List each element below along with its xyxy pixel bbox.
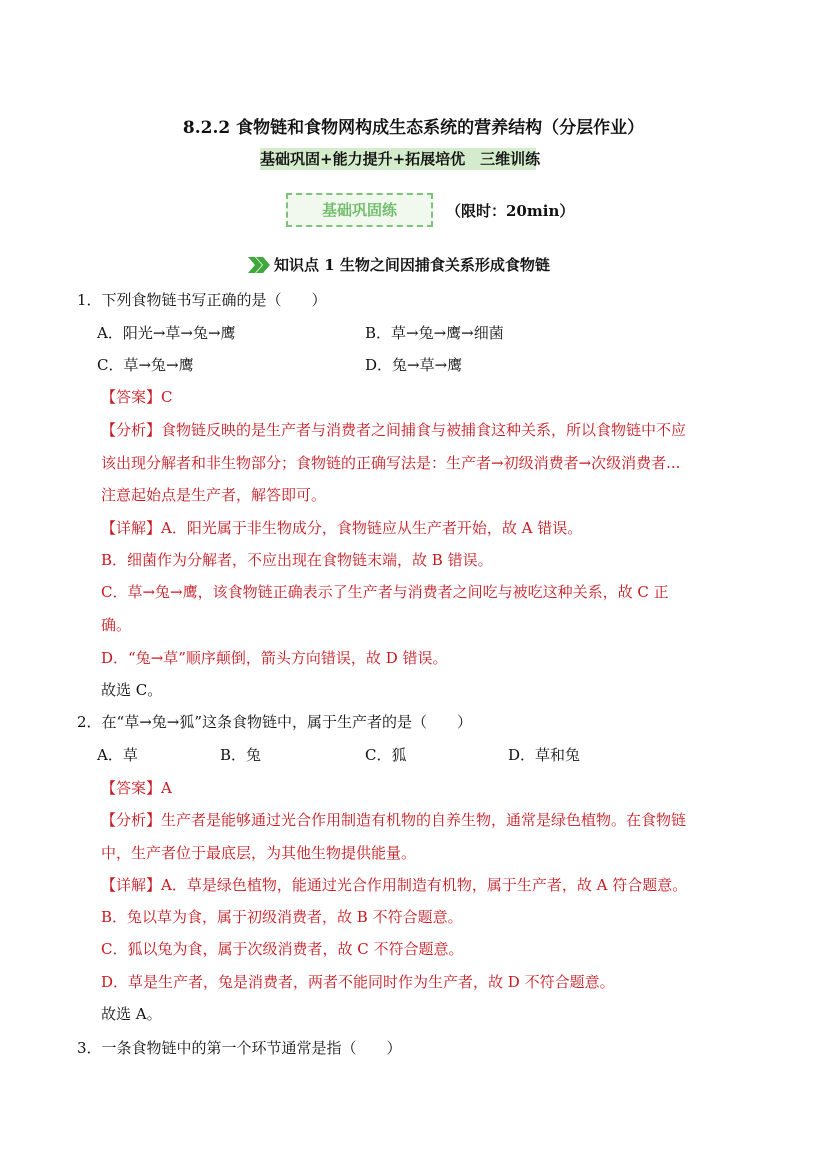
detail-text: D．“兔→草”顺序颠倒，箭头方向错误，故 D 错误。 <box>101 649 448 667</box>
time-limit: （限时：20min） <box>446 202 575 220</box>
detail-line <box>101 517 582 539</box>
option-c: C．草→兔→鹰 <box>97 356 194 374</box>
document-title: 8.2.2 食物链和食物网构成生态系统的营养结构（分层作业） <box>182 118 645 138</box>
answer-line <box>101 777 172 799</box>
detail-text: B．兔以草为食，属于初级消费者，故 B 不符合题意。 <box>101 908 463 926</box>
option-d: D．草和兔 <box>508 746 581 764</box>
answer-line <box>101 386 173 408</box>
analysis-text: 食物链反映的是生产者与消费者之间捕食与被捕食这种关系，所以食物链中不应 <box>161 421 687 439</box>
detail-text: C．狐以兔为食，属于次级消费者，故 C 不符合题意。 <box>101 940 464 958</box>
knowledge-point-heading <box>248 254 550 275</box>
detail-text: A．阳光属于非生物成分，食物链应从生产者开始，故 A 错误。 <box>161 519 583 537</box>
answer-value: A <box>161 779 172 797</box>
answer-tag: 【答案】 <box>101 779 162 797</box>
option-a: A．阳光→草→兔→鹰 <box>97 324 236 342</box>
detail-text: A．草是绿色植物，能通过光合作用制造有机物，属于生产者，故 A 符合题意。 <box>161 876 688 894</box>
question-stem: 2．在“草→兔→狐”这条食物链中，属于生产者的是（ ） <box>77 713 473 731</box>
option-b: B．草→兔→鹰→细菌 <box>365 324 504 342</box>
question-stem: 1．下列食物链书写正确的是（ ） <box>77 291 327 309</box>
analysis-text: 注意起始点是生产者，解答即可。 <box>101 486 327 504</box>
analysis-tag: 【分析】 <box>101 811 162 829</box>
detail-line <box>101 874 687 896</box>
document-subtitle: 基础巩固+能力提升+拓展培优 三维训练 <box>260 150 541 168</box>
answer-tag: 【答案】 <box>101 388 162 406</box>
conclusion: 故选 C。 <box>101 681 163 699</box>
detail-text: 确。 <box>101 616 132 634</box>
section-badge: 基础巩固练 <box>286 193 433 227</box>
answer-value: C <box>161 388 173 406</box>
knowledge-point-text: 知识点 1 生物之间因捕食关系形成食物链 <box>274 256 550 274</box>
analysis-text: 中，生产者位于最底层，为其他生物提供能量。 <box>101 844 417 862</box>
analysis-text: 该出现分解者和非生物部分；食物链的正确写法是：生产者→初级消费者→次级消费者... <box>101 454 681 472</box>
detail-tag: 【详解】 <box>101 876 162 894</box>
detail-text: B．细菌作为分解者，不应出现在食物链末端，故 B 错误。 <box>101 551 493 569</box>
analysis-tag: 【分析】 <box>101 421 162 439</box>
detail-tag: 【详解】 <box>101 519 162 537</box>
option-b: B．兔 <box>220 746 262 764</box>
double-chevron-icon <box>248 257 270 273</box>
option-c: C．狐 <box>365 746 407 764</box>
option-d: D．兔→草→鹰 <box>365 356 463 374</box>
analysis-line <box>101 809 686 831</box>
detail-text: C．草→兔→鹰，该食物链正确表示了生产者与消费者之间吃与被吃这种关系，故 C 正 <box>101 583 669 601</box>
conclusion: 故选 A。 <box>101 1005 162 1023</box>
option-a: A．草 <box>97 746 138 764</box>
analysis-text: 生产者是能够通过光合作用制造有机物的自养生物，通常是绿色植物。在食物链 <box>161 811 687 829</box>
analysis-line <box>101 419 686 441</box>
question-stem: 3．一条食物链中的第一个环节通常是指（ ） <box>77 1039 402 1057</box>
detail-text: D．草是生产者，兔是消费者，两者不能同时作为生产者，故 D 不符合题意。 <box>101 973 615 991</box>
